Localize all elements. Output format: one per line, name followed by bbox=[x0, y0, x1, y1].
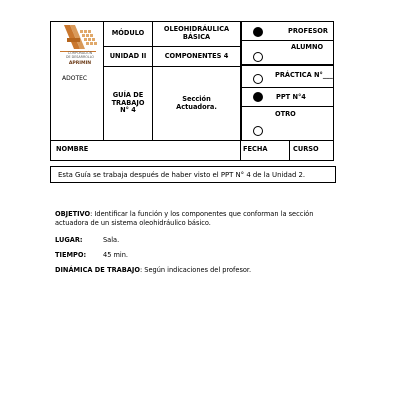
option-radio-practica[interactable] bbox=[253, 74, 263, 84]
objetivo-label: OBJETIVO bbox=[55, 210, 91, 218]
fecha-label: FECHA bbox=[243, 145, 268, 153]
unidad-value: COMPONENTES 4 bbox=[164, 51, 229, 60]
tiempo-line bbox=[55, 251, 86, 260]
lugar-line bbox=[55, 236, 83, 245]
note-text: Esta Guía se trabaja después de haber visto el PPT N° 4 de la Unidad 2. bbox=[58, 170, 306, 179]
logo-brand: APRIMIN bbox=[68, 61, 92, 66]
modulo-label: MÓDULO bbox=[111, 28, 145, 37]
curso-label: CURSO bbox=[293, 145, 319, 153]
unidad-label: UNIDAD II bbox=[109, 51, 147, 60]
dinamica-label: DINÁMICA DE TRABAJO bbox=[55, 266, 140, 274]
tiempo-value: 45 min. bbox=[103, 251, 129, 259]
guia-value: Sección Actuadora. bbox=[176, 94, 217, 111]
objetivo-text: : Identificar la función y los componentes que conforman la sección bbox=[90, 210, 314, 218]
option-radio-alumno[interactable] bbox=[253, 52, 263, 62]
objetivo-paragraph bbox=[55, 210, 345, 228]
dinamica-line bbox=[55, 266, 251, 275]
tiempo-label: TIEMPO: bbox=[55, 251, 87, 259]
divider bbox=[240, 21, 242, 140]
objetivo-text-cont: actuadora de un sistema oleohidráulico básico. bbox=[55, 219, 211, 227]
lugar-label: LUGAR: bbox=[55, 236, 83, 244]
nombre-label: NOMBRE bbox=[56, 145, 89, 153]
option-radio-ppt[interactable] bbox=[253, 92, 263, 102]
option-label-ppt: PPT N°4 bbox=[276, 93, 306, 101]
option-radio-otro[interactable] bbox=[253, 126, 263, 136]
option-label-alumno: ALUMNO bbox=[291, 43, 324, 51]
option-label-profesor: PROFESOR bbox=[288, 27, 328, 35]
divider bbox=[50, 140, 334, 141]
divider bbox=[242, 40, 334, 41]
divider bbox=[242, 64, 334, 66]
divider bbox=[242, 87, 334, 88]
dinamica-value: : Según indicaciones del profesor. bbox=[139, 266, 252, 274]
note-box bbox=[50, 166, 336, 183]
option-radio-profesor[interactable] bbox=[253, 27, 263, 37]
divider bbox=[242, 106, 334, 107]
logo-org-text: CORPORACIÓN DE DESARROLLO bbox=[65, 51, 95, 59]
divider bbox=[240, 140, 241, 161]
option-label-practica: PRÁCTICA N°___ bbox=[275, 71, 333, 79]
logo-caption: ADOTEC bbox=[62, 75, 88, 82]
modulo-value: OLEOHIDRÁULICA BÁSICA bbox=[163, 24, 230, 41]
option-label-otro: OTRO bbox=[275, 110, 296, 118]
guia-label: GUÍA DE TRABAJO N° 4 bbox=[111, 91, 145, 115]
divider bbox=[289, 140, 290, 161]
lugar-value: Sala. bbox=[103, 236, 120, 244]
